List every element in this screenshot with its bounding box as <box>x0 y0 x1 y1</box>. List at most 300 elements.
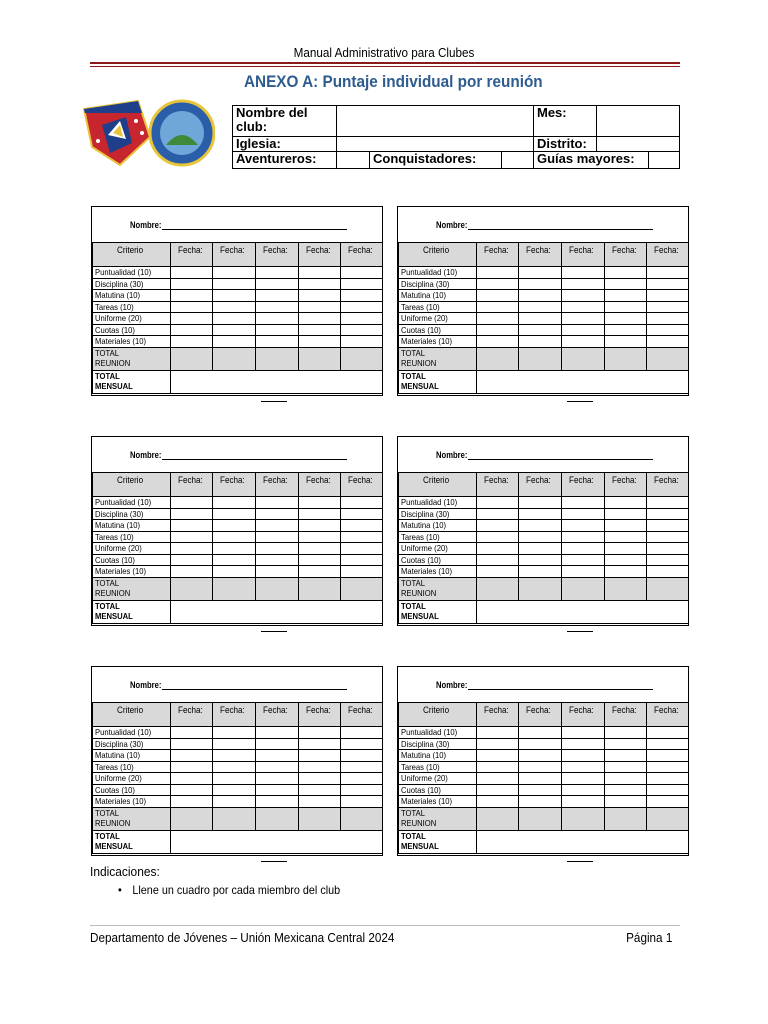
score-cell[interactable] <box>519 566 562 578</box>
score-cell[interactable] <box>299 324 341 336</box>
score-cell[interactable] <box>647 267 689 279</box>
score-cell[interactable] <box>171 497 213 509</box>
score-cell[interactable] <box>519 336 562 348</box>
score-cell[interactable] <box>213 301 256 313</box>
score-cell[interactable] <box>562 508 605 520</box>
score-cell[interactable] <box>562 531 605 543</box>
score-cell[interactable] <box>519 267 562 279</box>
score-cell[interactable] <box>477 784 519 796</box>
score-cell[interactable] <box>519 301 562 313</box>
score-cell[interactable] <box>341 520 383 532</box>
score-cell[interactable] <box>171 750 213 762</box>
score-cell[interactable] <box>299 750 341 762</box>
score-cell[interactable] <box>213 554 256 566</box>
score-cell[interactable] <box>477 520 519 532</box>
score-cell[interactable] <box>562 784 605 796</box>
score-cell[interactable] <box>477 796 519 808</box>
fecha-header: Fecha: <box>519 243 562 267</box>
criterio-label: Materiales (10) <box>399 566 477 578</box>
score-cell[interactable] <box>605 531 647 543</box>
criterio-label: Materiales (10) <box>399 336 477 348</box>
score-cell[interactable] <box>256 554 299 566</box>
score-cell[interactable] <box>562 566 605 578</box>
score-cell[interactable] <box>341 267 383 279</box>
score-cell[interactable] <box>341 784 383 796</box>
criterio-label: Puntualidad (10) <box>93 497 171 509</box>
pathfinders-field[interactable] <box>502 152 534 169</box>
total-cell[interactable] <box>562 807 605 830</box>
score-cell[interactable] <box>256 531 299 543</box>
table-row <box>93 324 383 336</box>
score-cell[interactable] <box>605 290 647 302</box>
score-cell[interactable] <box>605 543 647 555</box>
total-cell[interactable] <box>605 577 647 600</box>
score-cell[interactable] <box>171 290 213 302</box>
score-cell[interactable] <box>605 773 647 785</box>
total-reunion-label: TOTAL REUNION <box>399 347 477 370</box>
criterio-label: Matutina (10) <box>399 290 477 302</box>
score-cell[interactable] <box>299 543 341 555</box>
total-cell[interactable] <box>605 347 647 370</box>
score-cell[interactable] <box>341 324 383 336</box>
total-cell[interactable] <box>647 577 689 600</box>
score-cell[interactable] <box>562 727 605 739</box>
total-cell[interactable] <box>299 807 341 830</box>
church-field[interactable] <box>337 137 534 152</box>
score-cell[interactable] <box>341 566 383 578</box>
score-cell[interactable] <box>519 508 562 520</box>
score-cell[interactable] <box>477 267 519 279</box>
score-cell[interactable] <box>299 531 341 543</box>
score-cell[interactable] <box>256 336 299 348</box>
score-cell[interactable] <box>477 336 519 348</box>
score-cell[interactable] <box>647 554 689 566</box>
score-cell[interactable] <box>519 738 562 750</box>
total-cell[interactable] <box>299 347 341 370</box>
score-cell[interactable] <box>341 761 383 773</box>
total-cell[interactable] <box>256 577 299 600</box>
score-cell[interactable] <box>477 773 519 785</box>
total-reunion-label: TOTAL REUNION <box>93 807 171 830</box>
score-cell[interactable] <box>519 278 562 290</box>
fecha-header: Fecha: <box>341 473 383 497</box>
score-cell[interactable] <box>213 543 256 555</box>
total-cell[interactable] <box>171 347 213 370</box>
score-cell[interactable] <box>519 784 562 796</box>
score-cell[interactable] <box>171 554 213 566</box>
score-cell[interactable] <box>341 738 383 750</box>
score-cell[interactable] <box>256 761 299 773</box>
score-cell[interactable] <box>519 761 562 773</box>
score-cell[interactable] <box>299 336 341 348</box>
score-cell[interactable] <box>213 520 256 532</box>
score-cell[interactable] <box>299 554 341 566</box>
score-cell[interactable] <box>519 727 562 739</box>
criterio-label: Matutina (10) <box>399 750 477 762</box>
total-cell[interactable] <box>171 807 213 830</box>
score-cell[interactable] <box>562 750 605 762</box>
score-cell[interactable] <box>256 773 299 785</box>
score-cell[interactable] <box>341 497 383 509</box>
total-reunion-row <box>399 577 689 600</box>
score-cell[interactable] <box>477 497 519 509</box>
score-cell[interactable] <box>647 508 689 520</box>
score-cell[interactable] <box>213 738 256 750</box>
total-reunion-row <box>93 807 383 830</box>
score-cell[interactable] <box>519 773 562 785</box>
score-cell[interactable] <box>605 520 647 532</box>
score-cell[interactable] <box>341 508 383 520</box>
fecha-header: Fecha: <box>213 473 256 497</box>
score-cell[interactable] <box>647 278 689 290</box>
score-cell[interactable] <box>647 796 689 808</box>
score-cell[interactable] <box>477 738 519 750</box>
score-cell[interactable] <box>605 508 647 520</box>
total-cell[interactable] <box>647 807 689 830</box>
score-cell[interactable] <box>605 750 647 762</box>
score-cell[interactable] <box>477 313 519 325</box>
total-mensual-label: TOTAL MENSUAL <box>399 600 477 623</box>
score-cell[interactable] <box>171 738 213 750</box>
score-cell[interactable] <box>213 773 256 785</box>
score-cell[interactable] <box>605 497 647 509</box>
score-cell[interactable] <box>647 566 689 578</box>
score-cell[interactable] <box>213 531 256 543</box>
score-cell[interactable] <box>341 336 383 348</box>
score-cell[interactable] <box>171 301 213 313</box>
score-cell[interactable] <box>647 543 689 555</box>
score-cell[interactable] <box>605 267 647 279</box>
total-cell[interactable] <box>256 807 299 830</box>
fecha-header: Fecha: <box>519 703 562 727</box>
score-cell[interactable] <box>605 761 647 773</box>
score-cell[interactable] <box>299 784 341 796</box>
score-cell[interactable] <box>341 796 383 808</box>
score-cell[interactable] <box>213 290 256 302</box>
score-cell[interactable] <box>647 727 689 739</box>
total-cell[interactable] <box>477 807 519 830</box>
score-cell[interactable] <box>562 497 605 509</box>
score-cell[interactable] <box>299 727 341 739</box>
total-cell[interactable] <box>519 807 562 830</box>
score-cell[interactable] <box>256 727 299 739</box>
score-cell[interactable] <box>647 531 689 543</box>
criterio-label: Materiales (10) <box>93 336 171 348</box>
score-cell[interactable] <box>213 497 256 509</box>
score-cell[interactable] <box>299 773 341 785</box>
score-cell[interactable] <box>256 784 299 796</box>
score-cell[interactable] <box>647 773 689 785</box>
score-cell[interactable] <box>605 796 647 808</box>
score-cell[interactable] <box>299 796 341 808</box>
score-cell[interactable] <box>171 784 213 796</box>
total-cell[interactable] <box>213 577 256 600</box>
score-cell[interactable] <box>647 313 689 325</box>
total-cell[interactable] <box>647 347 689 370</box>
score-cell[interactable] <box>299 497 341 509</box>
name-input-line[interactable] <box>468 459 653 460</box>
total-cell[interactable] <box>477 347 519 370</box>
score-cell[interactable] <box>171 773 213 785</box>
score-cell[interactable] <box>605 566 647 578</box>
name-input-line[interactable] <box>162 689 347 690</box>
score-cell[interactable] <box>256 796 299 808</box>
table-row <box>399 324 689 336</box>
criterio-label: Uniforme (20) <box>399 313 477 325</box>
score-cell[interactable] <box>562 313 605 325</box>
score-cell[interactable] <box>519 796 562 808</box>
fecha-header: Fecha: <box>256 473 299 497</box>
total-cell[interactable] <box>519 577 562 600</box>
score-cell[interactable] <box>477 531 519 543</box>
total-mensual-cell[interactable] <box>477 600 689 623</box>
score-cell[interactable] <box>341 750 383 762</box>
fecha-header: Fecha: <box>299 243 341 267</box>
score-cell[interactable] <box>171 796 213 808</box>
score-cell[interactable] <box>477 554 519 566</box>
score-cell[interactable] <box>171 727 213 739</box>
score-cell[interactable] <box>562 738 605 750</box>
score-cell[interactable] <box>299 520 341 532</box>
score-cell[interactable] <box>605 313 647 325</box>
score-cell[interactable] <box>605 784 647 796</box>
score-cell[interactable] <box>256 290 299 302</box>
score-cell[interactable] <box>341 554 383 566</box>
score-cell[interactable] <box>341 301 383 313</box>
score-cell[interactable] <box>171 520 213 532</box>
score-cell[interactable] <box>171 543 213 555</box>
score-cell[interactable] <box>213 750 256 762</box>
score-cell[interactable] <box>256 738 299 750</box>
footer-left: Departamento de Jóvenes – Unión Mexicana Central 2024 <box>90 930 395 945</box>
score-cell[interactable] <box>477 290 519 302</box>
score-cell[interactable] <box>477 727 519 739</box>
score-cell[interactable] <box>647 290 689 302</box>
name-input-line[interactable] <box>468 229 653 230</box>
total-cell[interactable] <box>213 347 256 370</box>
score-cell[interactable] <box>171 324 213 336</box>
score-cell[interactable] <box>341 313 383 325</box>
name-input-line[interactable] <box>468 689 653 690</box>
score-cell[interactable] <box>562 761 605 773</box>
score-cell[interactable] <box>256 566 299 578</box>
score-cell[interactable] <box>341 773 383 785</box>
total-cell[interactable] <box>299 577 341 600</box>
pathfinders-label: Conquistadores: <box>370 152 502 169</box>
score-cell[interactable] <box>213 784 256 796</box>
score-cell[interactable] <box>647 520 689 532</box>
score-cell[interactable] <box>562 773 605 785</box>
score-cell[interactable] <box>519 750 562 762</box>
total-cell[interactable] <box>171 577 213 600</box>
criterio-label: Tareas (10) <box>93 531 171 543</box>
score-cell[interactable] <box>299 290 341 302</box>
score-cell[interactable] <box>213 336 256 348</box>
score-cell[interactable] <box>171 508 213 520</box>
header-rule-thin <box>90 66 680 67</box>
club-name-label: Nombre del club: <box>233 106 337 137</box>
score-cell[interactable] <box>519 531 562 543</box>
score-cell[interactable] <box>477 324 519 336</box>
score-cell[interactable] <box>562 796 605 808</box>
score-cell[interactable] <box>605 336 647 348</box>
score-cell[interactable] <box>519 554 562 566</box>
total-cell[interactable] <box>519 347 562 370</box>
score-cell[interactable] <box>256 324 299 336</box>
score-cell[interactable] <box>256 508 299 520</box>
table-row <box>399 278 689 290</box>
score-cell[interactable] <box>562 324 605 336</box>
fecha-header: Fecha: <box>213 243 256 267</box>
score-cell[interactable] <box>605 554 647 566</box>
score-cell[interactable] <box>605 324 647 336</box>
total-cell[interactable] <box>562 347 605 370</box>
total-cell[interactable] <box>256 347 299 370</box>
score-cell[interactable] <box>256 267 299 279</box>
score-cell[interactable] <box>647 761 689 773</box>
score-cell[interactable] <box>299 508 341 520</box>
score-cell[interactable] <box>341 531 383 543</box>
score-cell[interactable] <box>647 324 689 336</box>
score-cell[interactable] <box>341 290 383 302</box>
total-mensual-label: TOTAL MENSUAL <box>93 600 171 623</box>
total-mensual-cell[interactable] <box>171 830 383 853</box>
score-cell[interactable] <box>256 543 299 555</box>
fecha-header: Fecha: <box>299 703 341 727</box>
score-cell[interactable] <box>605 301 647 313</box>
score-cell[interactable] <box>605 738 647 750</box>
district-field[interactable] <box>596 137 679 152</box>
score-cell[interactable] <box>171 313 213 325</box>
total-mensual-cell[interactable] <box>477 830 689 853</box>
score-cell[interactable] <box>213 796 256 808</box>
score-cell[interactable] <box>299 738 341 750</box>
total-cell[interactable] <box>213 807 256 830</box>
score-cell[interactable] <box>519 313 562 325</box>
total-mensual-cell[interactable] <box>171 370 383 393</box>
score-cell[interactable] <box>171 531 213 543</box>
score-cell[interactable] <box>477 543 519 555</box>
table-row <box>399 290 689 302</box>
score-cell[interactable] <box>605 727 647 739</box>
score-cell[interactable] <box>647 336 689 348</box>
score-cell[interactable] <box>213 761 256 773</box>
total-cell[interactable] <box>341 577 383 600</box>
score-cell[interactable] <box>562 520 605 532</box>
score-cell[interactable] <box>213 324 256 336</box>
score-cell[interactable] <box>256 520 299 532</box>
score-cell[interactable] <box>213 727 256 739</box>
score-cell[interactable] <box>341 727 383 739</box>
score-cell[interactable] <box>519 324 562 336</box>
score-cell[interactable] <box>562 554 605 566</box>
score-cell[interactable] <box>213 508 256 520</box>
score-cell[interactable] <box>213 313 256 325</box>
score-cell[interactable] <box>477 278 519 290</box>
score-cell[interactable] <box>519 290 562 302</box>
table-row <box>399 750 689 762</box>
score-cell[interactable] <box>519 520 562 532</box>
score-cell[interactable] <box>299 301 341 313</box>
score-cell[interactable] <box>256 278 299 290</box>
adventurers-field[interactable] <box>337 152 370 169</box>
score-cell[interactable] <box>341 543 383 555</box>
club-name-field[interactable] <box>337 106 534 137</box>
score-cell[interactable] <box>171 336 213 348</box>
score-cell[interactable] <box>562 278 605 290</box>
score-cell[interactable] <box>562 267 605 279</box>
total-mensual-cell[interactable] <box>171 600 383 623</box>
score-cell[interactable] <box>519 543 562 555</box>
score-cell[interactable] <box>256 313 299 325</box>
score-cell[interactable] <box>171 761 213 773</box>
name-input-line[interactable] <box>162 229 347 230</box>
score-cell[interactable] <box>256 301 299 313</box>
score-cell[interactable] <box>256 497 299 509</box>
score-cell[interactable] <box>647 301 689 313</box>
score-cell[interactable] <box>213 566 256 578</box>
score-cell[interactable] <box>647 784 689 796</box>
total-cell[interactable] <box>605 807 647 830</box>
fecha-header: Fecha: <box>477 703 519 727</box>
score-cell[interactable] <box>299 566 341 578</box>
score-cell[interactable] <box>519 497 562 509</box>
score-cell[interactable] <box>562 543 605 555</box>
total-cell[interactable] <box>562 577 605 600</box>
score-cell[interactable] <box>341 278 383 290</box>
name-input-line[interactable] <box>162 459 347 460</box>
total-mensual-cell[interactable] <box>477 370 689 393</box>
criterio-label: Cuotas (10) <box>93 324 171 336</box>
criterio-label: Matutina (10) <box>93 290 171 302</box>
score-cell[interactable] <box>562 336 605 348</box>
score-cell[interactable] <box>213 278 256 290</box>
score-cell[interactable] <box>299 278 341 290</box>
score-cell[interactable] <box>477 301 519 313</box>
master-guides-field[interactable] <box>649 152 680 169</box>
score-cell[interactable] <box>647 497 689 509</box>
total-cell[interactable] <box>341 807 383 830</box>
criterio-label: Puntualidad (10) <box>93 727 171 739</box>
criterio-label: Tareas (10) <box>93 761 171 773</box>
score-cell[interactable] <box>605 278 647 290</box>
score-cell[interactable] <box>171 566 213 578</box>
score-cell[interactable] <box>562 290 605 302</box>
total-cell[interactable] <box>477 577 519 600</box>
score-cell[interactable] <box>477 566 519 578</box>
score-cell[interactable] <box>562 301 605 313</box>
score-cell[interactable] <box>256 750 299 762</box>
score-cell[interactable] <box>299 761 341 773</box>
month-field[interactable] <box>596 106 679 137</box>
score-cell[interactable] <box>647 750 689 762</box>
score-cell[interactable] <box>647 738 689 750</box>
score-table <box>398 472 689 624</box>
total-cell[interactable] <box>341 347 383 370</box>
score-cell[interactable] <box>213 267 256 279</box>
score-cell[interactable] <box>477 508 519 520</box>
score-cell[interactable] <box>477 750 519 762</box>
score-cell[interactable] <box>299 267 341 279</box>
table-row <box>93 497 383 509</box>
criterio-label: Tareas (10) <box>93 301 171 313</box>
score-cell[interactable] <box>299 313 341 325</box>
score-cell[interactable] <box>477 761 519 773</box>
fecha-header: Fecha: <box>605 243 647 267</box>
score-cell[interactable] <box>171 267 213 279</box>
criterio-label: Disciplina (30) <box>399 738 477 750</box>
score-cell[interactable] <box>171 278 213 290</box>
